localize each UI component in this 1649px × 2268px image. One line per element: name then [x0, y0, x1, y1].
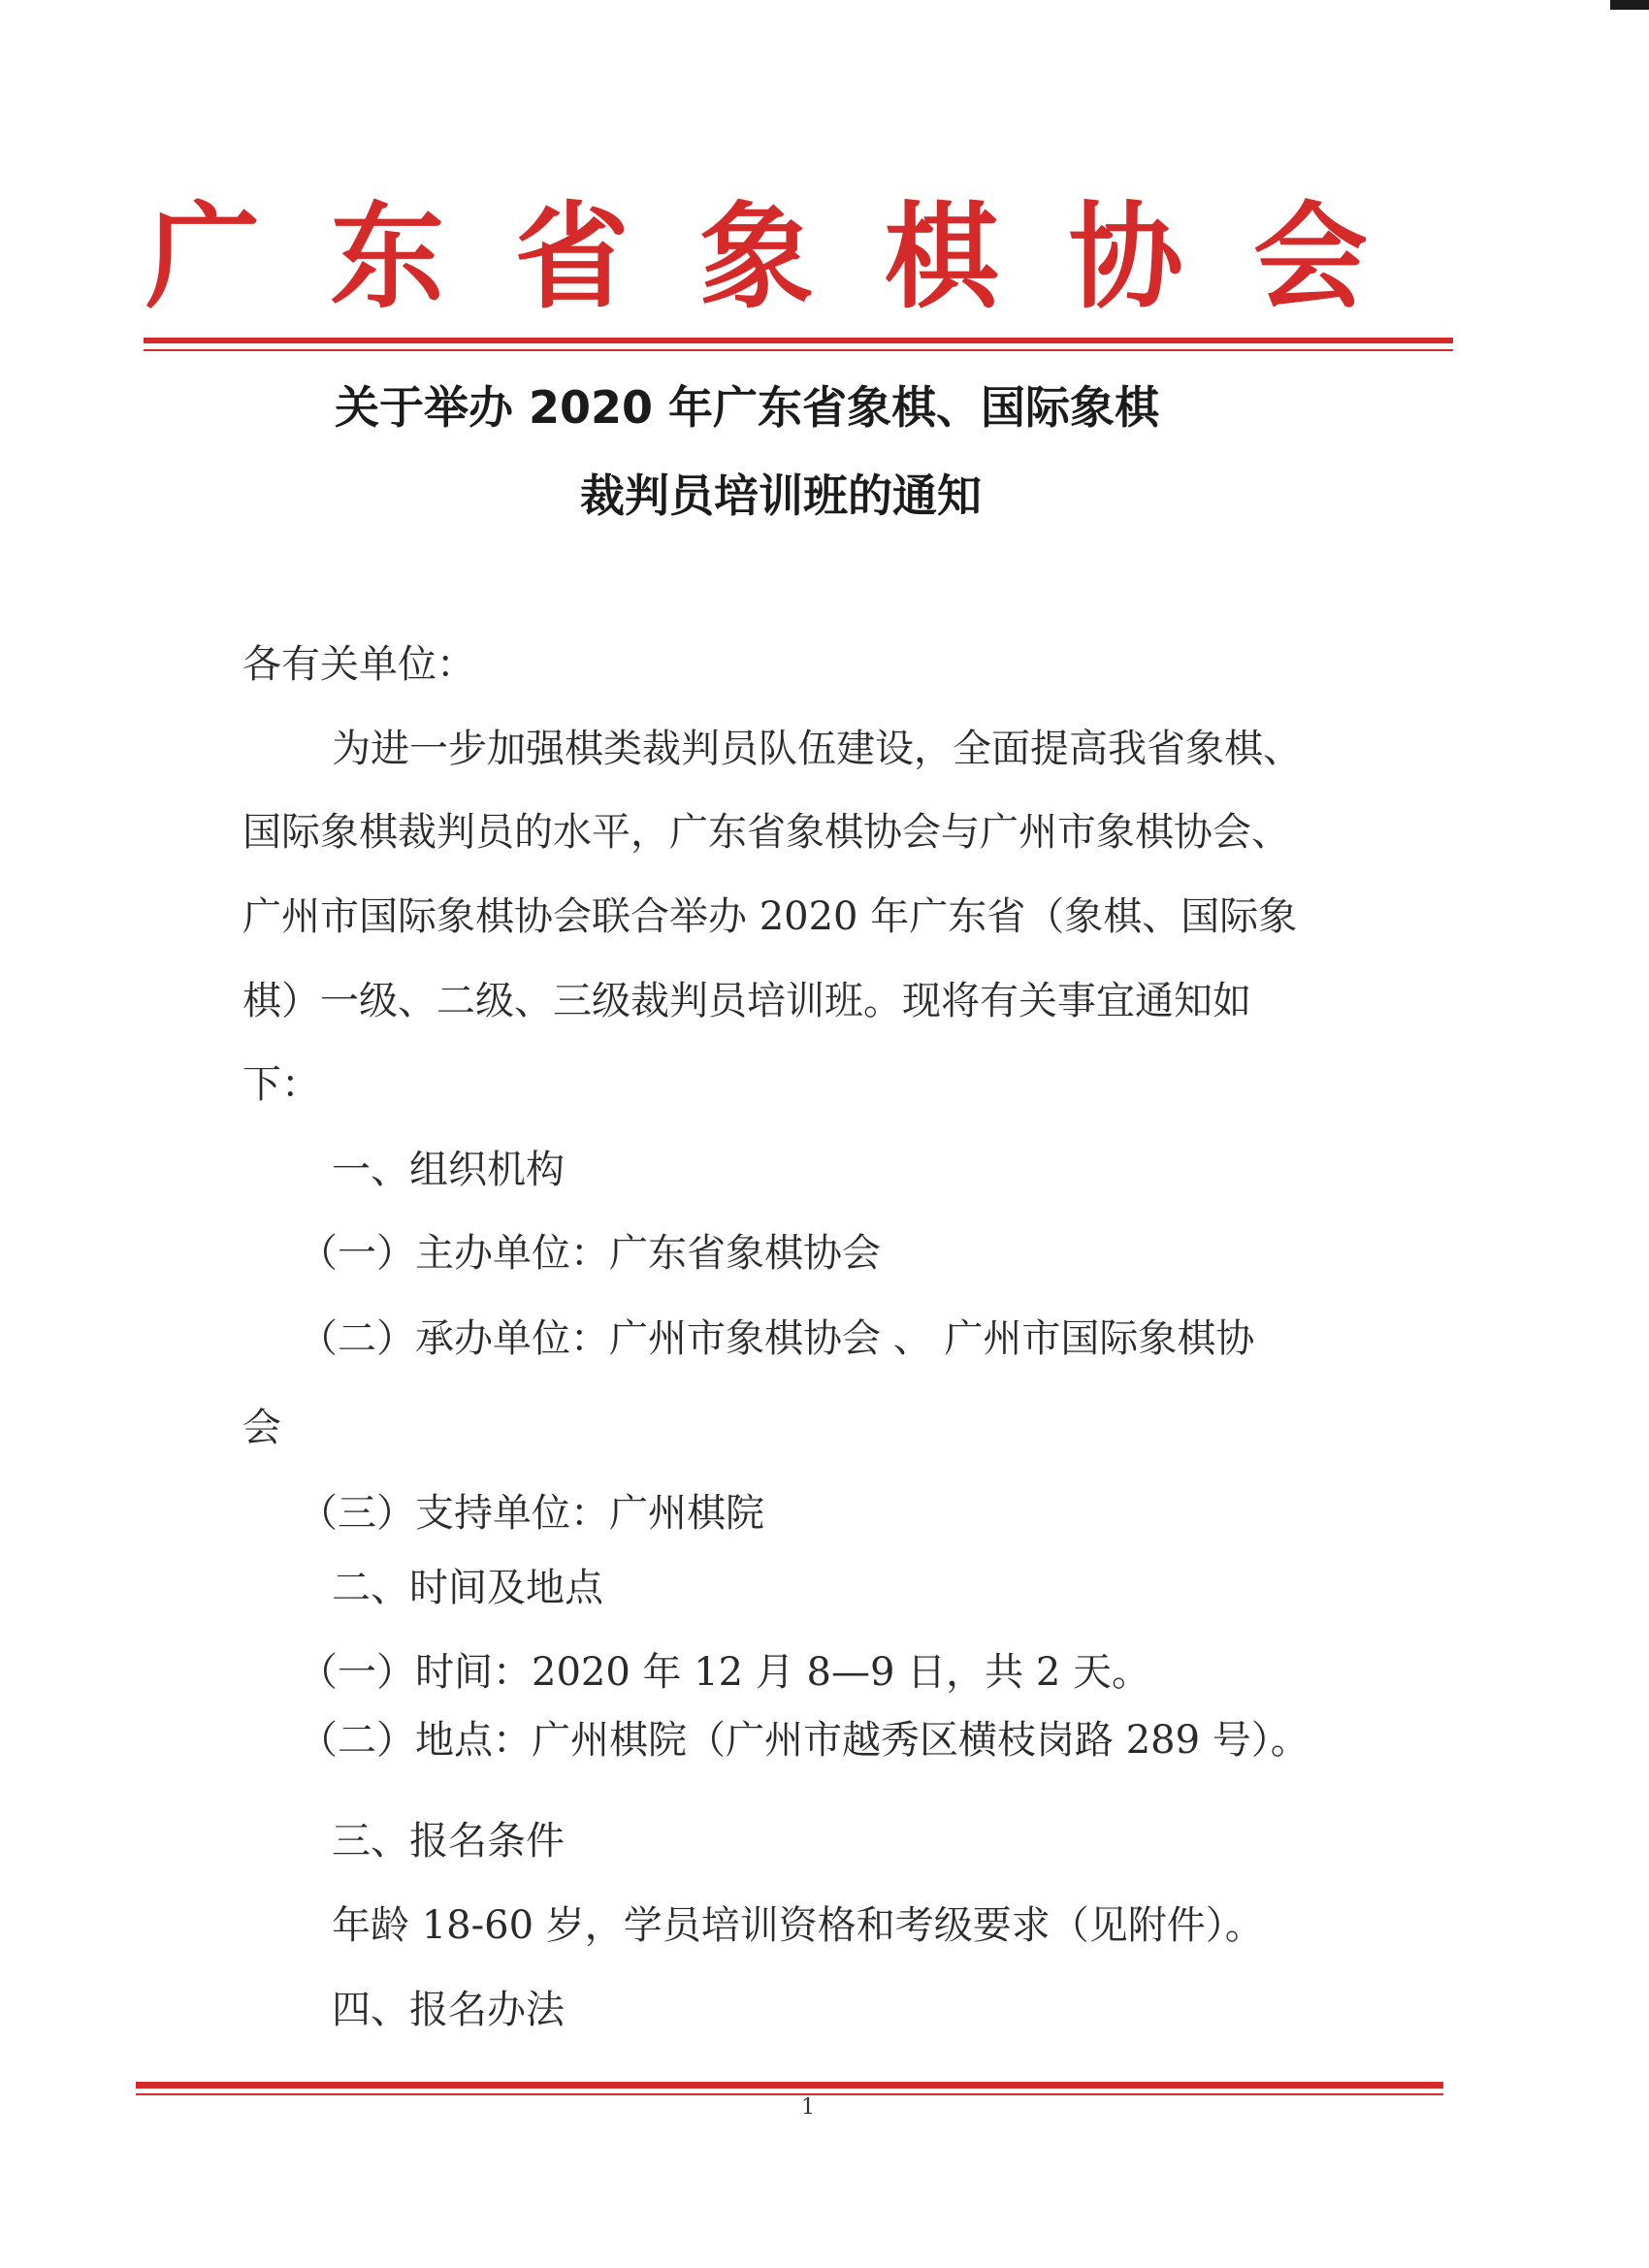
section1-organizer-cont: 会	[242, 1406, 281, 1450]
section1-organizer: （二）承办单位：广州市象棋协会 、 广州市国际象棋协	[299, 1316, 1255, 1361]
section1-host: （一）主办单位：广东省象棋协会	[299, 1231, 881, 1276]
notice-title-line1: 关于举办 2020 年广东省象棋、国际象棋	[334, 381, 1160, 434]
letterhead-char: 棋	[884, 189, 999, 324]
notice-title-line2: 裁判员培训班的通知	[580, 470, 982, 522]
scan-edge-mark	[1610, 0, 1649, 10]
letterhead-char: 协	[1068, 189, 1183, 324]
letterhead-char: 象	[698, 189, 814, 324]
letterhead-char: 广	[146, 189, 261, 324]
section3-heading: 三、报名条件	[332, 1819, 565, 1863]
letterhead-char: 东	[330, 189, 445, 324]
section1-heading: 一、组织机构	[332, 1148, 565, 1192]
salutation: 各有关单位：	[242, 642, 475, 687]
section2-heading: 二、时间及地点	[332, 1566, 603, 1610]
header-rule-thin	[144, 349, 1453, 351]
section2-time: （一）时间：2020 年 12 月 8—9 日，共 2 天。	[299, 1650, 1151, 1695]
intro-line-1: 为进一步加强棋类裁判员队伍建设，全面提高我省象棋、	[332, 727, 1302, 771]
intro-line-4: 棋）一级、二级、三级裁判员培训班。现将有关事宜通知如	[242, 979, 1251, 1023]
footer-rule-thick	[136, 2082, 1443, 2089]
section3-content: 年龄 18-60 岁，学员培训资格和考级要求（见附件）。	[332, 1903, 1264, 1948]
intro-line-5: 下：	[242, 1062, 320, 1107]
page-number: 1	[801, 2095, 815, 2120]
section2-place: （二）地点：广州棋院（广州市越秀区横枝岗路 289 号）。	[299, 1718, 1310, 1763]
section4-heading: 四、报名办法	[332, 1988, 565, 2032]
header-rule-thick	[144, 338, 1453, 343]
letterhead-char: 省	[514, 189, 630, 324]
intro-line-3: 广州市国际象棋协会联合举办 2020 年广东省（象棋、国际象	[242, 894, 1298, 939]
letterhead-char: 会	[1252, 189, 1368, 324]
section1-supporter: （三）支持单位：广州棋院	[299, 1491, 764, 1536]
footer-rule-thin	[136, 2093, 1443, 2095]
intro-line-2: 国际象棋裁判员的水平，广东省象棋协会与广州市象棋协会、	[242, 810, 1290, 855]
letterhead-title	[146, 184, 1368, 330]
